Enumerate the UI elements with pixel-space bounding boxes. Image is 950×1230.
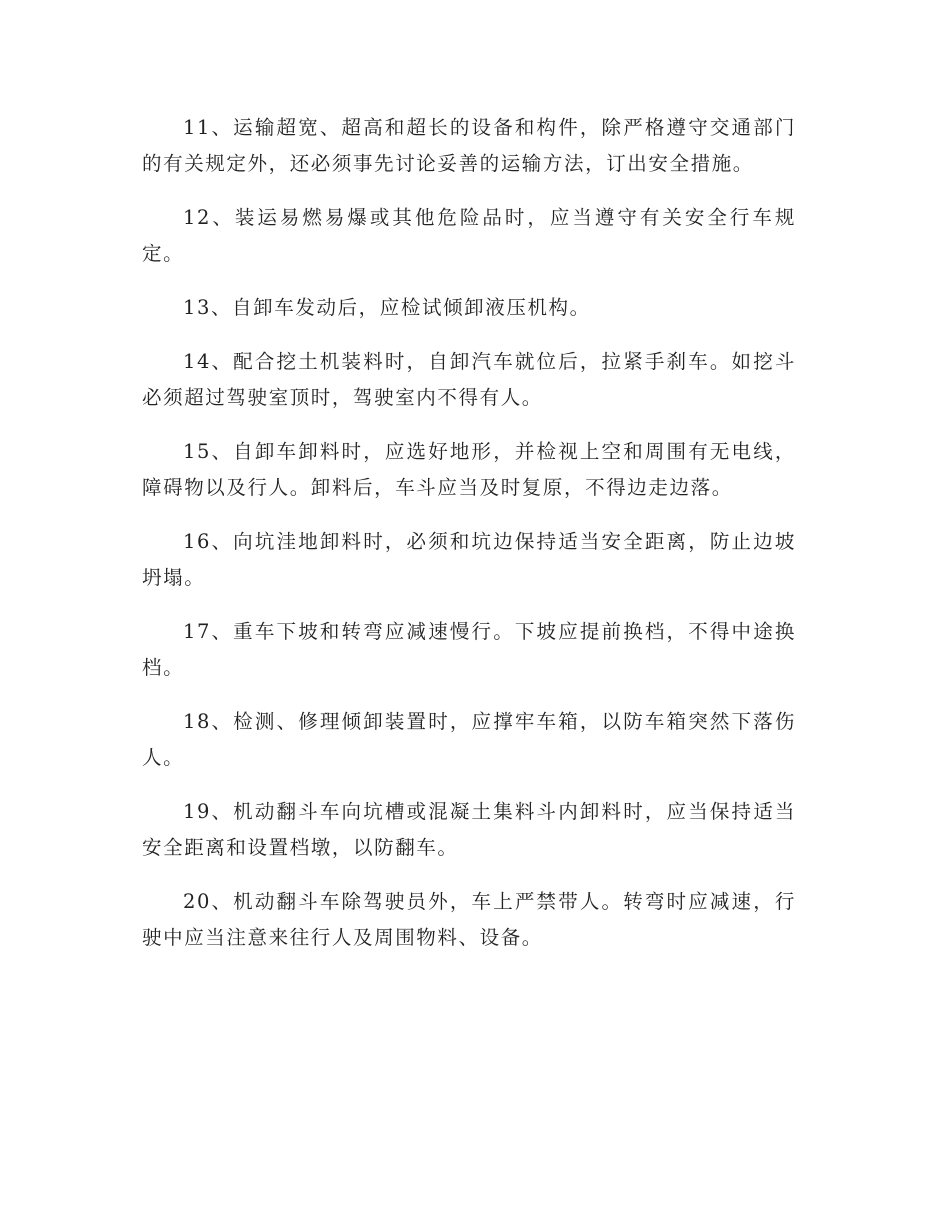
paragraph-17: 17、重车下坡和转弯应减速慢行。下坡应提前换档，不得中途换档。	[142, 620, 796, 679]
paragraph-11: 11、运输超宽、超高和超长的设备和构件，除严格遵守交通部门的有关规定外，还必须事先讨论妥善的运输方法，订出安全措施。	[142, 116, 796, 175]
paragraph-12: 12、装运易燃易爆或其他危险品时，应当遵守有关安全行车规定。	[142, 206, 796, 265]
document-page	[142, 110, 796, 974]
paragraph-16: 16、向坑洼地卸料时，必须和坑边保持适当安全距离，防止边坡坍塌。	[142, 530, 796, 589]
paragraph-20: 20、机动翻斗车除驾驶员外，车上严禁带人。转弯时应减速，行驶中应当注意来往行人及周围物料、设备。	[142, 890, 796, 949]
paragraph-14: 14、配合挖土机装料时，自卸汽车就位后，拉紧手刹车。如挖斗必须超过驾驶室顶时，驾驶室内不得有人。	[142, 350, 796, 409]
paragraph-13: 13、自卸车发动后，应检试倾卸液压机构。	[182, 296, 591, 319]
paragraph-15: 15、自卸车卸料时，应选好地形，并检视上空和周围有无电线，障碍物以及行人。卸料后，车斗应当及时复原，不得边走边落。	[142, 440, 796, 499]
paragraph-18: 18、检测、修理倾卸装置时，应撑牢车箱，以防车箱突然下落伤人。	[142, 710, 796, 769]
paragraph-19: 19、机动翻斗车向坑槽或混凝土集料斗内卸料时，应当保持适当安全距离和设置档墩，以防翻车。	[142, 800, 796, 859]
